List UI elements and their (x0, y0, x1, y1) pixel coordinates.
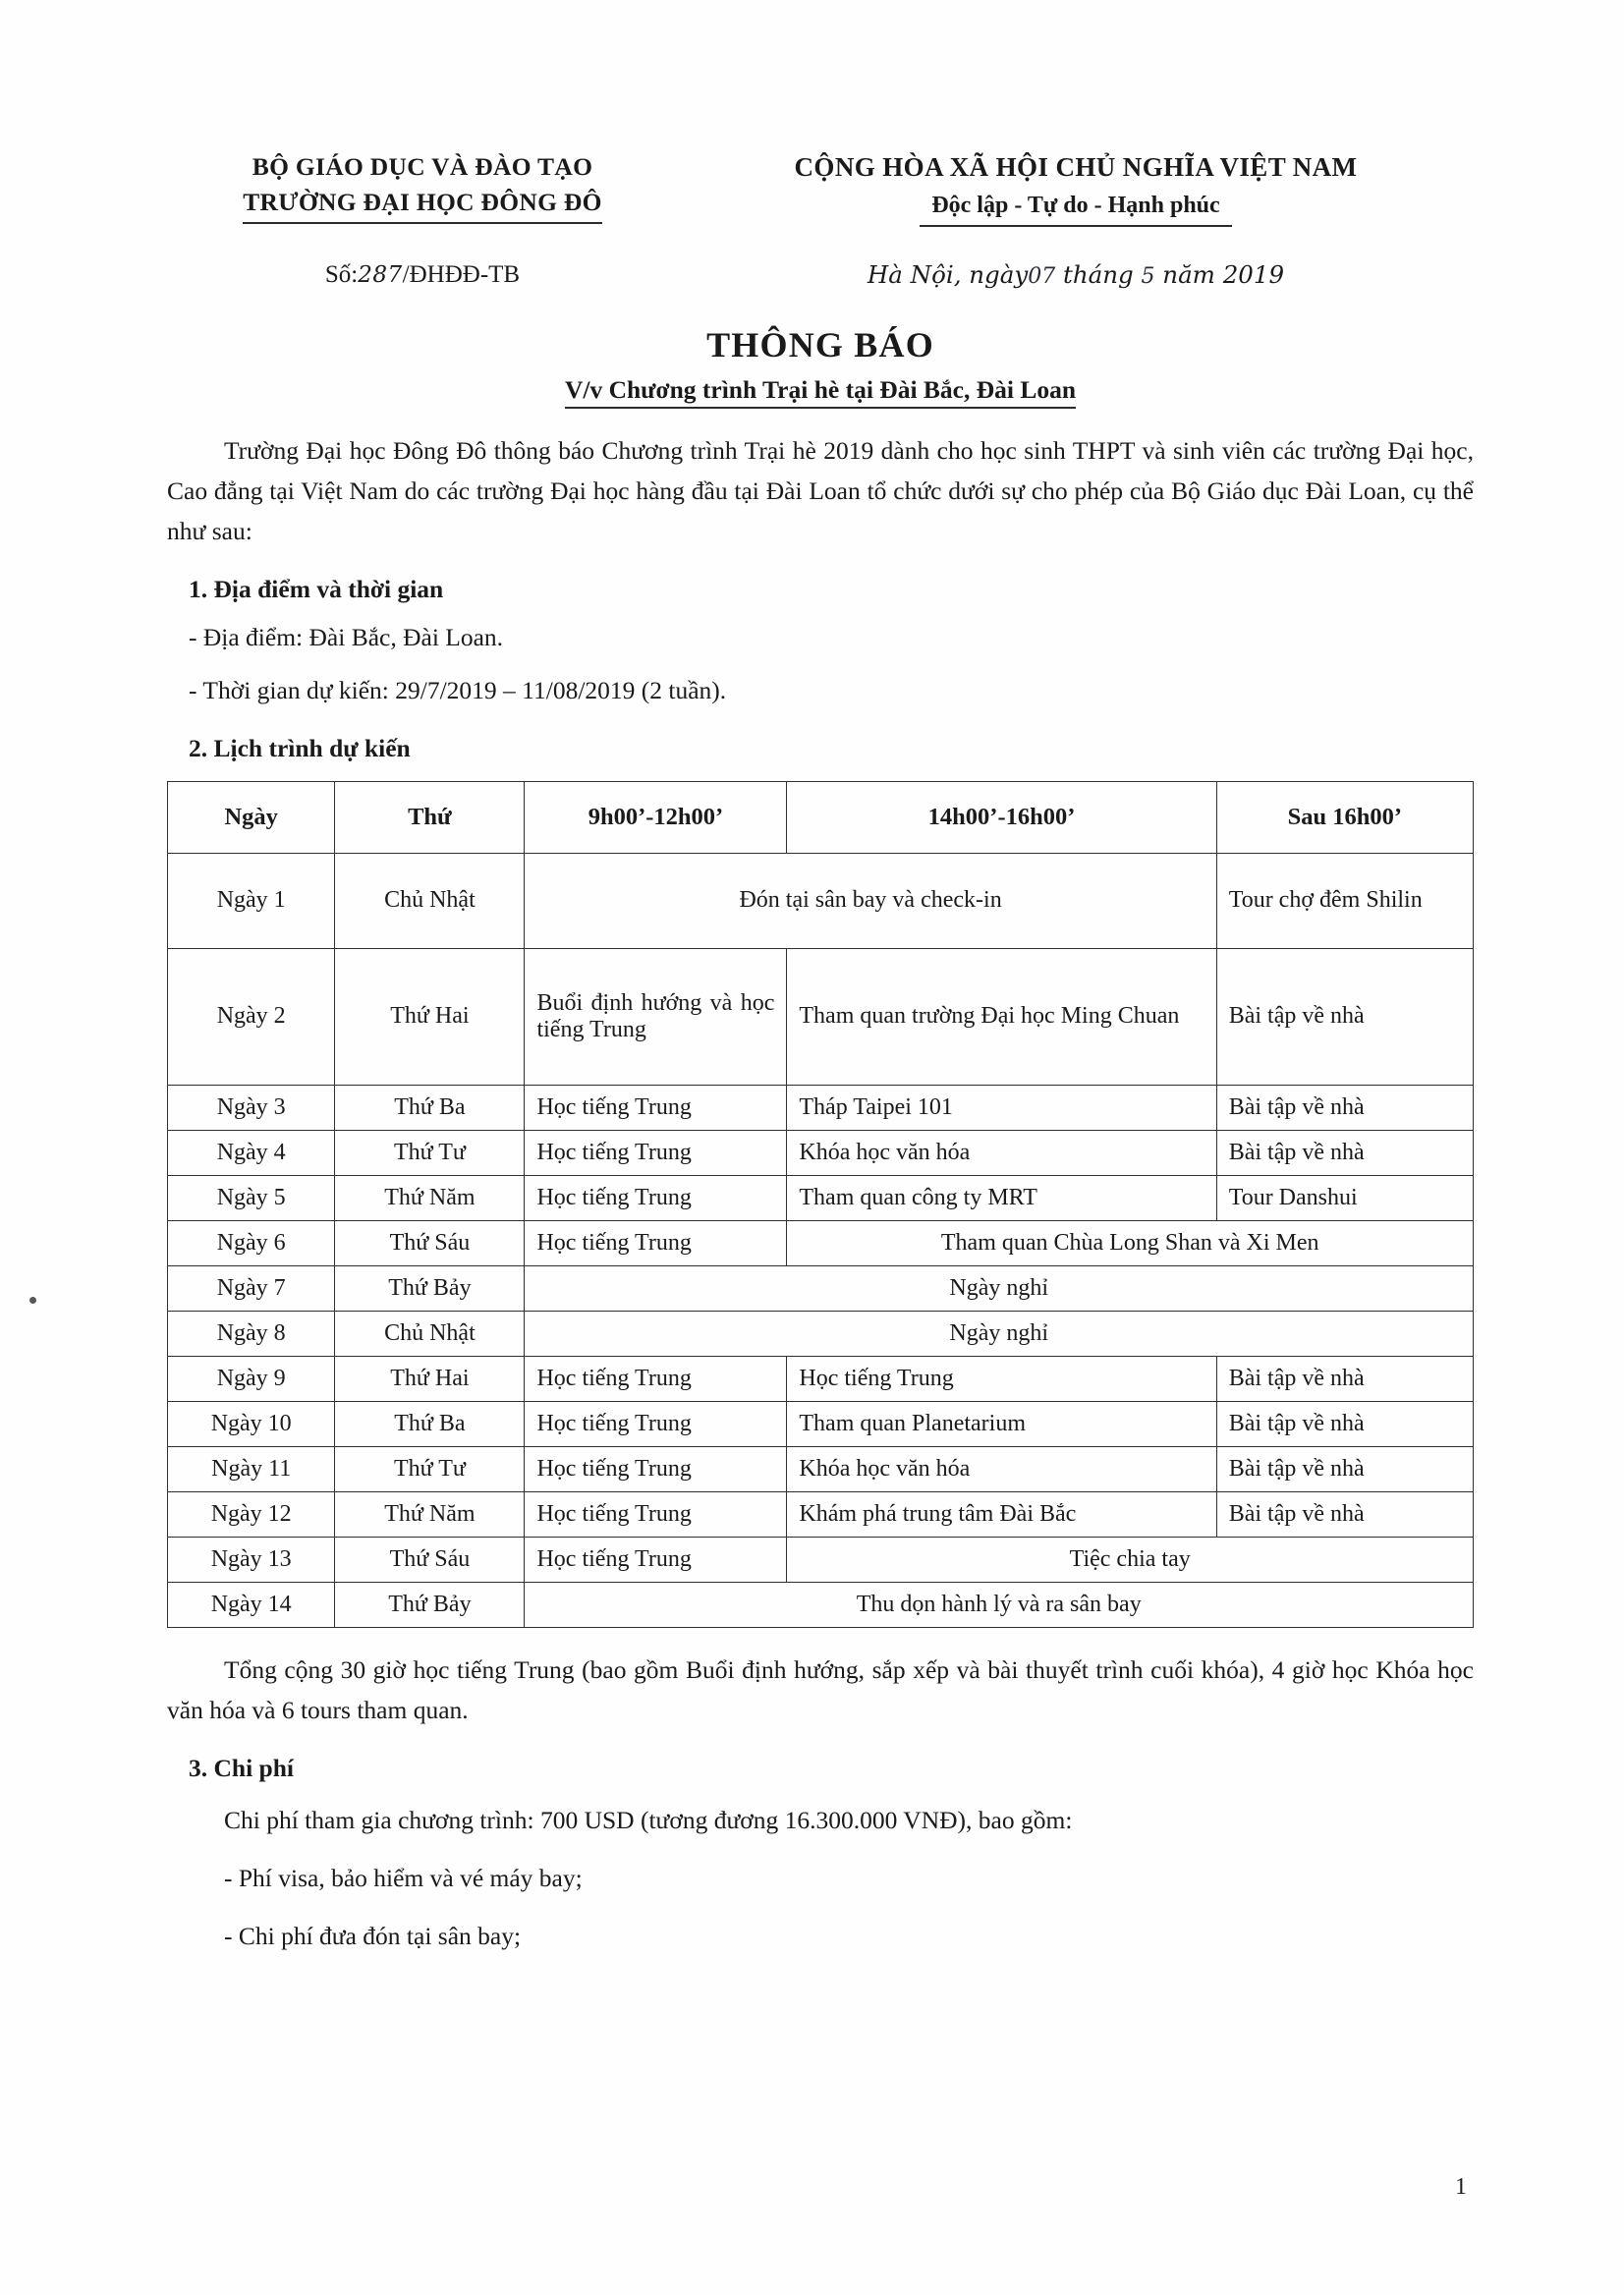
place-date-prefix: Hà Nội, ngày (867, 259, 1029, 289)
cell-evening: Tour Danshui (1216, 1175, 1473, 1220)
cell-weekday: Thứ Sáu (335, 1220, 525, 1265)
section-2-heading: 2. Lịch trình dự kiến (189, 733, 411, 762)
issuing-authority-block (167, 128, 678, 224)
cell-afternoon: Tháp Taipei 101 (787, 1085, 1216, 1130)
cell-merged-allday: Ngày nghỉ (525, 1265, 1474, 1311)
cell-weekday: Thứ Năm (335, 1491, 525, 1537)
cell-day: Ngày 4 (168, 1130, 335, 1175)
cell-weekday: Thứ Hai (335, 948, 525, 1085)
cell-day: Ngày 8 (168, 1311, 335, 1356)
table-row (168, 1130, 1474, 1175)
cell-day: Ngày 6 (168, 1220, 335, 1265)
col-header-evening: Sau 16h00’ (1216, 781, 1473, 853)
cell-evening: Bài tập về nhà (1216, 948, 1473, 1085)
month-label: tháng (1063, 259, 1134, 289)
cell-merged-allday: Ngày nghỉ (525, 1311, 1474, 1356)
document-number-label: Số: (324, 260, 359, 288)
cell-afternoon: Khóa học văn hóa (787, 1446, 1216, 1491)
cell-day: Ngày 12 (168, 1491, 335, 1537)
cell-weekday: Thứ Bảy (335, 1265, 525, 1311)
table-row (168, 1582, 1474, 1627)
document-title: THÔNG BÁO (706, 324, 934, 364)
cell-evening: Bài tập về nhà (1216, 1446, 1473, 1491)
section-1-location: - Địa điểm: Đài Bắc, Đài Loan. (189, 623, 504, 652)
cell-day: Ngày 13 (168, 1537, 335, 1582)
col-header-day: Ngày (168, 781, 335, 853)
table-header-row (168, 781, 1474, 853)
cell-merged-daytime: Đón tại sân bay và check-in (525, 853, 1216, 948)
cell-morning: Học tiếng Trung (525, 1220, 787, 1265)
table-row (168, 1311, 1474, 1356)
cell-weekday: Chủ Nhật (335, 1311, 525, 1356)
cell-day: Ngày 11 (168, 1446, 335, 1491)
cell-evening: Bài tập về nhà (1216, 1491, 1473, 1537)
cell-afternoon: Học tiếng Trung (787, 1356, 1216, 1401)
cell-evening: Tour chợ đêm Shilin (1216, 853, 1473, 948)
section-1-dates: - Thời gian dự kiến: 29/7/2019 – 11/08/2019 (2 tuần). (189, 676, 727, 704)
cell-weekday: Thứ Ba (335, 1085, 525, 1130)
section-3-item-2: - Chi phí đưa đón tại sân bay; (224, 1921, 522, 1950)
cell-weekday: Thứ Ba (335, 1401, 525, 1446)
table-row (168, 1220, 1474, 1265)
cell-weekday: Chủ Nhật (335, 853, 525, 948)
reference-and-date-row (167, 260, 1474, 289)
schedule-summary: Tổng cộng 30 giờ học tiếng Trung (bao gồm Buổi định hướng, sắp xếp và bài thuyết trình cuối khóa), 4 giờ học Khóa học văn hóa và 6 tours tham quan. (167, 1654, 1474, 1724)
table-row (168, 1446, 1474, 1491)
document-number-handwritten: 287 (358, 261, 403, 288)
cell-merged-afternoon-evening: Tiệc chia tay (787, 1537, 1474, 1582)
cell-morning: Học tiếng Trung (525, 1356, 787, 1401)
cell-morning: Học tiếng Trung (525, 1537, 787, 1582)
scan-artifact-dot (29, 1297, 36, 1304)
cell-afternoon: Khám phá trung tâm Đài Bắc (787, 1491, 1216, 1537)
table-row (168, 853, 1474, 948)
cell-morning: Học tiếng Trung (525, 1491, 787, 1537)
cell-morning: Học tiếng Trung (525, 1085, 787, 1130)
cell-day: Ngày 1 (168, 853, 335, 948)
table-row (168, 1356, 1474, 1401)
table-row (168, 1085, 1474, 1130)
cell-day: Ngày 7 (168, 1265, 335, 1311)
cell-afternoon: Tham quan công ty MRT (787, 1175, 1216, 1220)
col-header-morning: 9h00’-12h00’ (525, 781, 787, 853)
cell-afternoon: Tham quan Planetarium (787, 1401, 1216, 1446)
col-header-afternoon: 14h00’-16h00’ (787, 781, 1216, 853)
cell-day: Ngày 2 (168, 948, 335, 1085)
date-month-handwritten: 5 (1141, 263, 1155, 289)
cell-evening: Bài tập về nhà (1216, 1356, 1473, 1401)
cell-evening: Bài tập về nhà (1216, 1401, 1473, 1446)
document-number (167, 261, 678, 289)
cell-weekday: Thứ Năm (335, 1175, 525, 1220)
cell-day: Ngày 9 (168, 1356, 335, 1401)
date-day-handwritten: 07 (1028, 263, 1056, 289)
cell-morning: Học tiếng Trung (525, 1130, 787, 1175)
page-number: 1 (1455, 2174, 1467, 2200)
cell-morning: Học tiếng Trung (525, 1446, 787, 1491)
section-3-fee-intro: Chi phí tham gia chương trình: 700 USD (tương đương 16.300.000 VNĐ), bao gồm: (224, 1806, 1073, 1835)
cell-day: Ngày 14 (168, 1582, 335, 1627)
cell-morning: Học tiếng Trung (525, 1175, 787, 1220)
cell-morning: Học tiếng Trung (525, 1401, 787, 1446)
country-name: CỘNG HÒA XÃ HỘI CHỦ NGHĨA VIỆT NAM (794, 152, 1358, 182)
ministry-name: BỘ GIÁO DỤC VÀ ĐÀO TẠO (252, 152, 593, 181)
section-3-heading: 3. Chi phí (189, 1754, 295, 1783)
cell-weekday: Thứ Tư (335, 1446, 525, 1491)
cell-merged-allday: Thu dọn hành lý và ra sân bay (525, 1582, 1474, 1627)
cell-weekday: Thứ Tư (335, 1130, 525, 1175)
year-label: năm 2019 (1162, 259, 1285, 289)
national-motto: Độc lập - Tự do - Hạnh phúc (920, 189, 1231, 227)
cell-evening: Bài tập về nhà (1216, 1085, 1473, 1130)
intro-paragraph: Trường Đại học Đông Đô thông báo Chương trình Trại hè 2019 dành cho học sinh THPT và sinh viên các trường Đại học, Cao đẳng tại Việt Nam do các trường Đại học hàng đầu tại Đài Loan tổ chức dưới sự cho phép của Bộ Giáo dục Đài Loan, cụ thể như sau: (167, 435, 1474, 546)
document-body (167, 128, 1474, 1957)
table-row (168, 1265, 1474, 1311)
table-row (168, 948, 1474, 1085)
cell-merged-afternoon-evening: Tham quan Chùa Long Shan và Xi Men (787, 1220, 1474, 1265)
cell-weekday: Thứ Sáu (335, 1537, 525, 1582)
document-subtitle: V/v Chương trình Trại hè tại Đài Bắc, Đài Loan (565, 375, 1076, 409)
document-number-suffix: /ĐHĐĐ-TB (402, 260, 521, 288)
place-and-date (678, 260, 1474, 289)
cell-evening: Bài tập về nhà (1216, 1130, 1473, 1175)
schedule-table (167, 781, 1474, 1628)
cell-day: Ngày 10 (168, 1401, 335, 1446)
col-header-weekday: Thứ (335, 781, 525, 853)
section-1-heading: 1. Địa điểm và thời gian (189, 575, 444, 604)
section-3-item-1: - Phí visa, bảo hiểm và vé máy bay; (224, 1863, 583, 1892)
cell-weekday: Thứ Hai (335, 1356, 525, 1401)
national-heading-block (678, 128, 1474, 227)
university-name: TRƯỜNG ĐẠI HỌC ĐÔNG ĐÔ (243, 185, 602, 224)
table-row (168, 1401, 1474, 1446)
document-header (167, 128, 1474, 227)
table-row (168, 1491, 1474, 1537)
table-row (168, 1537, 1474, 1582)
cell-morning: Buổi định hướng và học tiếng Trung (525, 948, 787, 1085)
table-row (168, 1175, 1474, 1220)
cell-weekday: Thứ Bảy (335, 1582, 525, 1627)
cell-afternoon: Tham quan trường Đại học Ming Chuan (787, 948, 1216, 1085)
cell-afternoon: Khóa học văn hóa (787, 1130, 1216, 1175)
cell-day: Ngày 5 (168, 1175, 335, 1220)
cell-day: Ngày 3 (168, 1085, 335, 1130)
